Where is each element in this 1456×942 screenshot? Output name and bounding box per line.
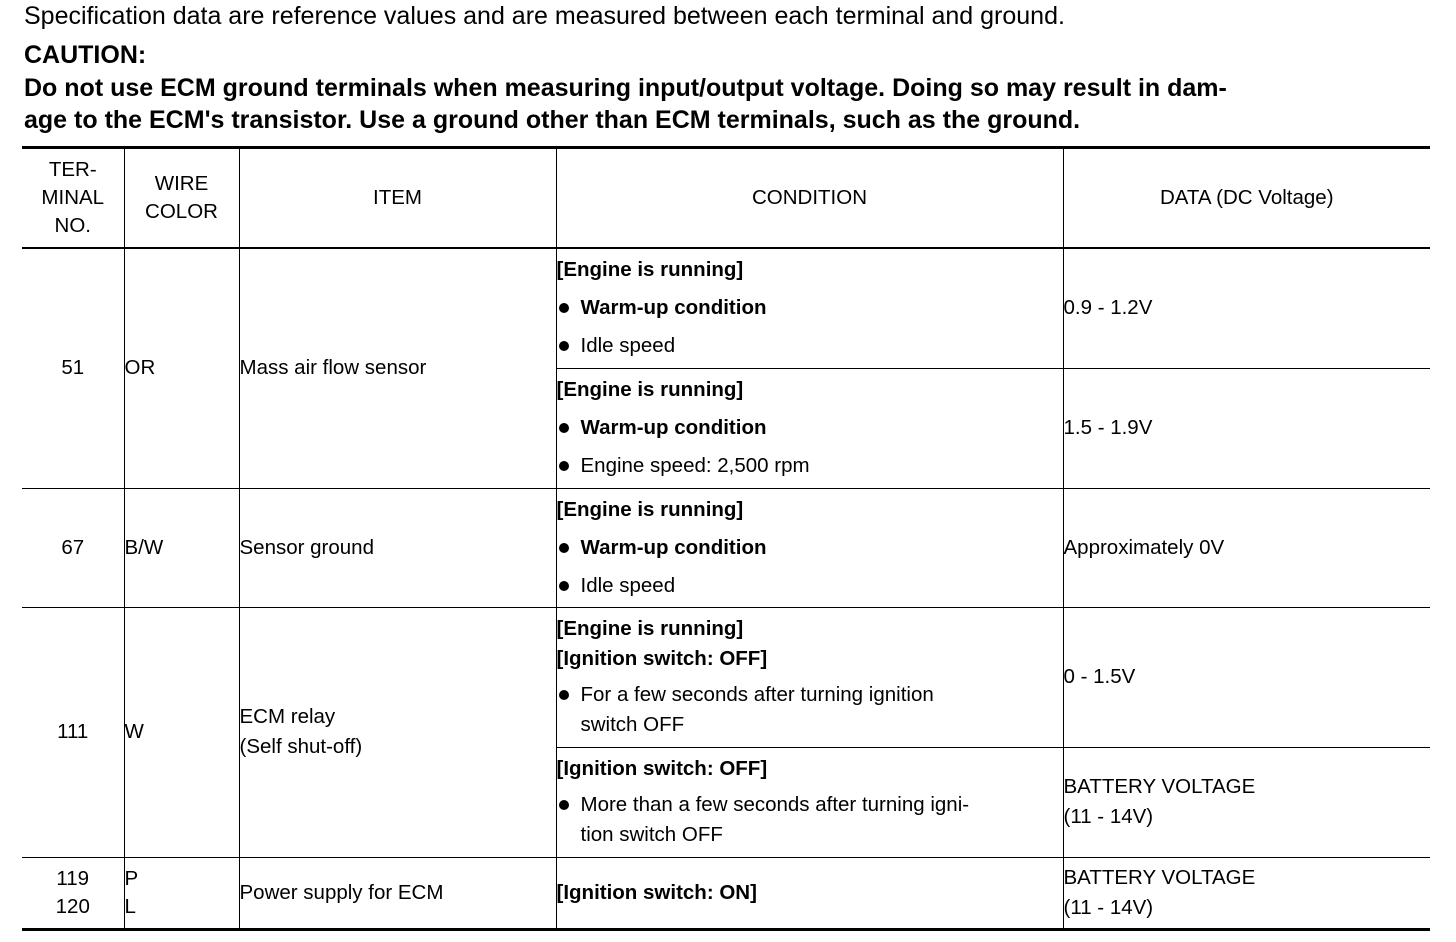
bullet-icon (559, 341, 569, 351)
terminal-no: 67 (22, 488, 124, 607)
header-data: DATA (DC Voltage) (1063, 148, 1430, 249)
condition-heading: [Ignition switch: OFF] (556, 757, 768, 780)
intro-text: Specification data are reference values and are measured between each terminal and ground. (24, 2, 1065, 30)
data-value: BATTERY VOLTAGE (11 - 14V) (1063, 747, 1430, 857)
header-condition: CONDITION (556, 148, 1063, 249)
condition (556, 488, 1063, 607)
condition (556, 857, 1063, 929)
condition-heading: [Ignition switch: OFF] (556, 647, 768, 670)
wire-color: W (124, 607, 239, 857)
caution-text (24, 72, 1434, 136)
item: ECM relay (Self shut-off) (239, 607, 556, 857)
condition (556, 368, 1063, 488)
terminal-no: 119 120 (22, 857, 124, 929)
condition-bullet: Engine speed: 2,500 rpm (557, 451, 1063, 481)
condition (556, 607, 1063, 747)
data-value: 1.5 - 1.9V (1063, 368, 1430, 488)
data-value: 0.9 - 1.2V (1063, 248, 1430, 368)
header-wire-color: WIRE COLOR (124, 148, 239, 249)
condition-bullet: Warm-up condition (557, 293, 1063, 323)
caution-line: age to the ECM's transistor. Use a ground other than ECM terminals, such as the ground. (24, 106, 1081, 134)
terminal-no: 51 (22, 248, 124, 488)
condition-bullet: Warm-up condition (557, 413, 1063, 443)
bullet-icon (559, 800, 569, 810)
caution-title: CAUTION: (24, 41, 147, 69)
wire-color: B/W (124, 488, 239, 607)
wire-color: P L (124, 857, 239, 929)
bullet-icon (559, 303, 569, 313)
condition (556, 747, 1063, 857)
table-row (22, 857, 1430, 929)
bullet-icon (559, 461, 569, 471)
table-row (22, 488, 1430, 607)
data-value: Approximately 0V (1063, 488, 1430, 607)
condition-bullet: Idle speed (557, 571, 1063, 601)
condition-heading: [Engine is running] (556, 617, 744, 640)
condition-bullet: Warm-up condition (557, 533, 1063, 563)
item: Mass air flow sensor (239, 248, 556, 488)
caution-line: Do not use ECM ground terminals when measuring input/output voltage. Doing so may result in dam- (24, 74, 1227, 102)
terminal-no: 111 (22, 607, 124, 857)
data-value: 0 - 1.5V (1063, 607, 1430, 747)
item: Sensor ground (239, 488, 556, 607)
data-value: BATTERY VOLTAGE (11 - 14V) (1063, 857, 1430, 929)
condition-heading: [Ignition switch: ON] (556, 880, 757, 904)
bullet-icon (559, 423, 569, 433)
condition-heading: [Engine is running] (556, 497, 744, 521)
condition-bullet: More than a few seconds after turning igni- tion switch OFF (557, 790, 1063, 850)
condition-heading: [Engine is running] (556, 378, 744, 401)
header-terminal-no: TER- MINAL NO. (22, 148, 124, 249)
table-row (22, 248, 1430, 368)
table-header-row (22, 148, 1430, 249)
condition-bullet: Idle speed (557, 331, 1063, 361)
condition-heading: [Engine is running] (556, 258, 744, 282)
condition-bullet: For a few seconds after turning ignition switch OFF (557, 680, 1063, 740)
bullet-icon (559, 690, 569, 700)
condition (556, 248, 1063, 368)
terminal-spec-table (22, 146, 1430, 931)
bullet-icon (559, 543, 569, 553)
item: Power supply for ECM (239, 857, 556, 929)
bullet-icon (559, 581, 569, 591)
wire-color: OR (124, 248, 239, 488)
header-item: ITEM (239, 148, 556, 249)
table-row (22, 607, 1430, 747)
